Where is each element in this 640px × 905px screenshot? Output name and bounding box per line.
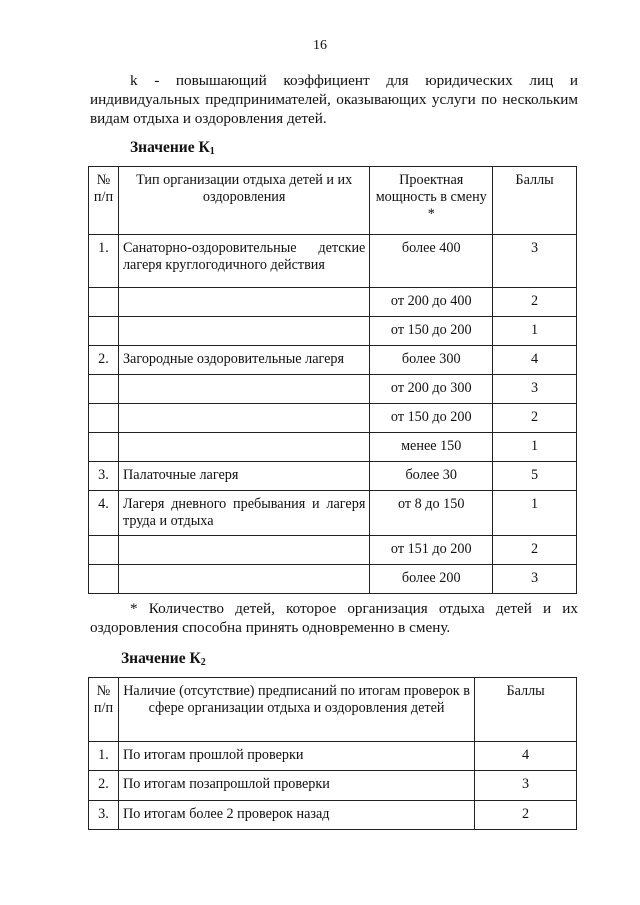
row-number: 1. [89, 742, 119, 771]
capacity: от 150 до 200 [370, 317, 493, 346]
row-number [89, 565, 119, 594]
table-row [89, 235, 577, 288]
inspection-result: По итогам более 2 проверок назад [118, 800, 474, 829]
table-row [89, 404, 577, 433]
capacity: от 200 до 300 [370, 375, 493, 404]
table-row [89, 536, 577, 565]
organization-type [118, 404, 369, 433]
table-row [89, 433, 577, 462]
k1-header-num: № п/п [89, 167, 119, 235]
score: 4 [493, 346, 577, 375]
row-number: 1. [89, 235, 119, 288]
organization-type: Загородные оздоровительные лагеря [118, 346, 369, 375]
inspection-result: По итогам прошлой проверки [118, 742, 474, 771]
heading-k1-subscript: 1 [209, 146, 215, 157]
k2-table [88, 677, 577, 830]
k2-header-num: № п/п [89, 678, 119, 742]
organization-type [118, 375, 369, 404]
heading-k1-text: Значение К [130, 139, 210, 156]
table-row [89, 565, 577, 594]
score: 4 [475, 742, 577, 771]
score: 2 [493, 404, 577, 433]
organization-type [118, 536, 369, 565]
organization-type [118, 565, 369, 594]
heading-k2 [121, 650, 206, 668]
score: 2 [475, 800, 577, 829]
capacity: более 300 [370, 346, 493, 375]
capacity: от 151 до 200 [370, 536, 493, 565]
table-row [89, 317, 577, 346]
inspection-result: По итогам позапрошлой проверки [118, 771, 474, 800]
capacity: более 30 [370, 462, 493, 491]
row-number: 3. [89, 800, 119, 829]
k1-table [88, 166, 577, 594]
row-number: 2. [89, 771, 119, 800]
capacity: от 150 до 200 [370, 404, 493, 433]
k2-header-desc: Наличие (отсутствие) предписаний по итогам проверок в сфере организации отдыха и оздоровления детей [118, 678, 474, 742]
k2-body [89, 742, 577, 830]
score: 1 [493, 491, 577, 536]
k1-header-score: Баллы [493, 167, 577, 235]
score: 2 [493, 536, 577, 565]
score: 3 [493, 565, 577, 594]
capacity: более 200 [370, 565, 493, 594]
table-row [89, 771, 577, 800]
table-row [89, 375, 577, 404]
score: 1 [493, 317, 577, 346]
row-number [89, 317, 119, 346]
table-row [89, 800, 577, 829]
page-number: 16 [313, 38, 327, 53]
row-number [89, 375, 119, 404]
k1-body [89, 235, 577, 594]
score: 3 [493, 235, 577, 288]
row-number [89, 288, 119, 317]
score: 2 [493, 288, 577, 317]
capacity: от 8 до 150 [370, 491, 493, 536]
table-row [89, 346, 577, 375]
intro-paragraph: k - повышающий коэффициент для юридических лиц и индивидуальных предпринимателей, оказывающих услуги по нескольким видам отдыха и оздоровления детей. [90, 72, 578, 127]
k1-header-capacity: Проектная мощность в смену * [370, 167, 493, 235]
row-number: 3. [89, 462, 119, 491]
table-row [89, 288, 577, 317]
table-row [89, 742, 577, 771]
table-row [89, 462, 577, 491]
organization-type: Санаторно-оздоровительные детские лагеря круглогодичного действия [118, 235, 369, 288]
k2-header-row [89, 678, 577, 742]
k1-header-type: Тип организации отдыха детей и их оздоровления [118, 167, 369, 235]
row-number [89, 404, 119, 433]
score: 3 [493, 375, 577, 404]
capacity: от 200 до 400 [370, 288, 493, 317]
organization-type [118, 288, 369, 317]
score: 5 [493, 462, 577, 491]
organization-type: Лагеря дневного пребывания и лагеря труда и отдыха [118, 491, 369, 536]
k1-header-row [89, 167, 577, 235]
heading-k2-subscript: 2 [200, 657, 206, 668]
k2-header-score: Баллы [475, 678, 577, 742]
capacity: более 400 [370, 235, 493, 288]
heading-k2-text: Значение К [121, 650, 201, 667]
row-number [89, 536, 119, 565]
score: 3 [475, 771, 577, 800]
row-number [89, 433, 119, 462]
organization-type [118, 317, 369, 346]
heading-k1 [130, 139, 215, 157]
table-row [89, 491, 577, 536]
capacity: менее 150 [370, 433, 493, 462]
footnote-paragraph: * Количество детей, которое организация отдыха детей и их оздоровления способна принять одновременно в смену. [90, 600, 578, 636]
organization-type: Палаточные лагеря [118, 462, 369, 491]
score: 1 [493, 433, 577, 462]
organization-type [118, 433, 369, 462]
row-number: 2. [89, 346, 119, 375]
row-number: 4. [89, 491, 119, 536]
